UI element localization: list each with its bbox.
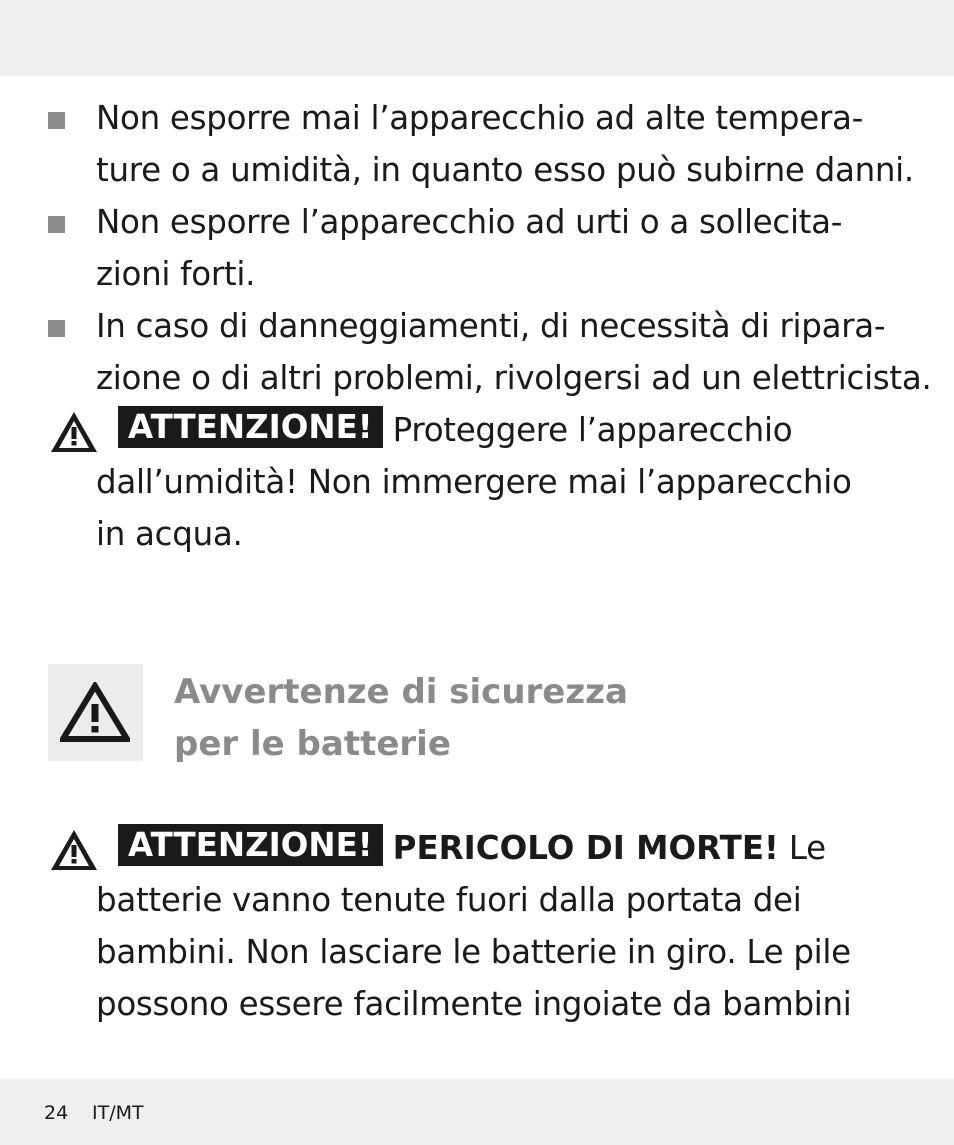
bullet-square (48, 112, 65, 129)
page-number: 24 (44, 1102, 69, 1124)
text-line: possono essere facilmente ingoiate da bambini (96, 985, 852, 1023)
bullet-square (48, 216, 65, 233)
bullet-text (96, 300, 946, 404)
text-line: Non esporre mai l’apparecchio ad alte tempera- (96, 99, 864, 137)
warning-text (118, 822, 954, 874)
language-code: IT/MT (92, 1102, 144, 1124)
text-line: Proteggere l’apparecchio (392, 411, 793, 449)
attention-badge: ATTENZIONE! (118, 406, 383, 448)
warning-first-line (118, 822, 954, 874)
text-line: ture o a umidità, in quanto esso può subirne danni. (96, 151, 914, 189)
danger-emphasis: PERICOLO DI MORTE! (392, 829, 779, 867)
bullet-text (96, 92, 946, 196)
attention-badge: ATTENZIONE! (118, 824, 383, 866)
bullet-text (96, 196, 946, 300)
text-line: bambini. Non lasciare le batterie in giro. Le pile (96, 933, 851, 971)
text-line: in acqua. (96, 515, 243, 553)
section-icon-box (48, 664, 143, 761)
text-line: batterie vanno tenute fuori dalla portata dei (96, 881, 802, 919)
warning-text (118, 404, 954, 456)
warning-text-continued (96, 874, 946, 1030)
text-line: zione o di altri problemi, rivolgersi ad un elettricista. (96, 359, 932, 397)
header-band (0, 0, 954, 76)
text-line: zioni forti. (96, 255, 256, 293)
section-title (174, 666, 628, 770)
section-title-line: Avvertenze di sicurezza (174, 672, 628, 712)
text-line: In caso di danneggiamenti, di necessità di ripara- (96, 307, 886, 345)
warning-triangle-icon (49, 828, 99, 872)
bullet-square (48, 320, 65, 337)
text-line: dall’umidità! Non immergere mai l’apparecchio (96, 463, 852, 501)
warning-triangle-icon (49, 410, 99, 454)
text-line: Le (788, 829, 826, 867)
warning-text-continued (96, 456, 946, 560)
warning-first-line (118, 404, 954, 456)
section-title-line: per le batterie (174, 724, 451, 764)
text-line: Non esporre l’apparecchio ad urti o a sollecita- (96, 203, 843, 241)
warning-triangle-icon (60, 682, 130, 742)
